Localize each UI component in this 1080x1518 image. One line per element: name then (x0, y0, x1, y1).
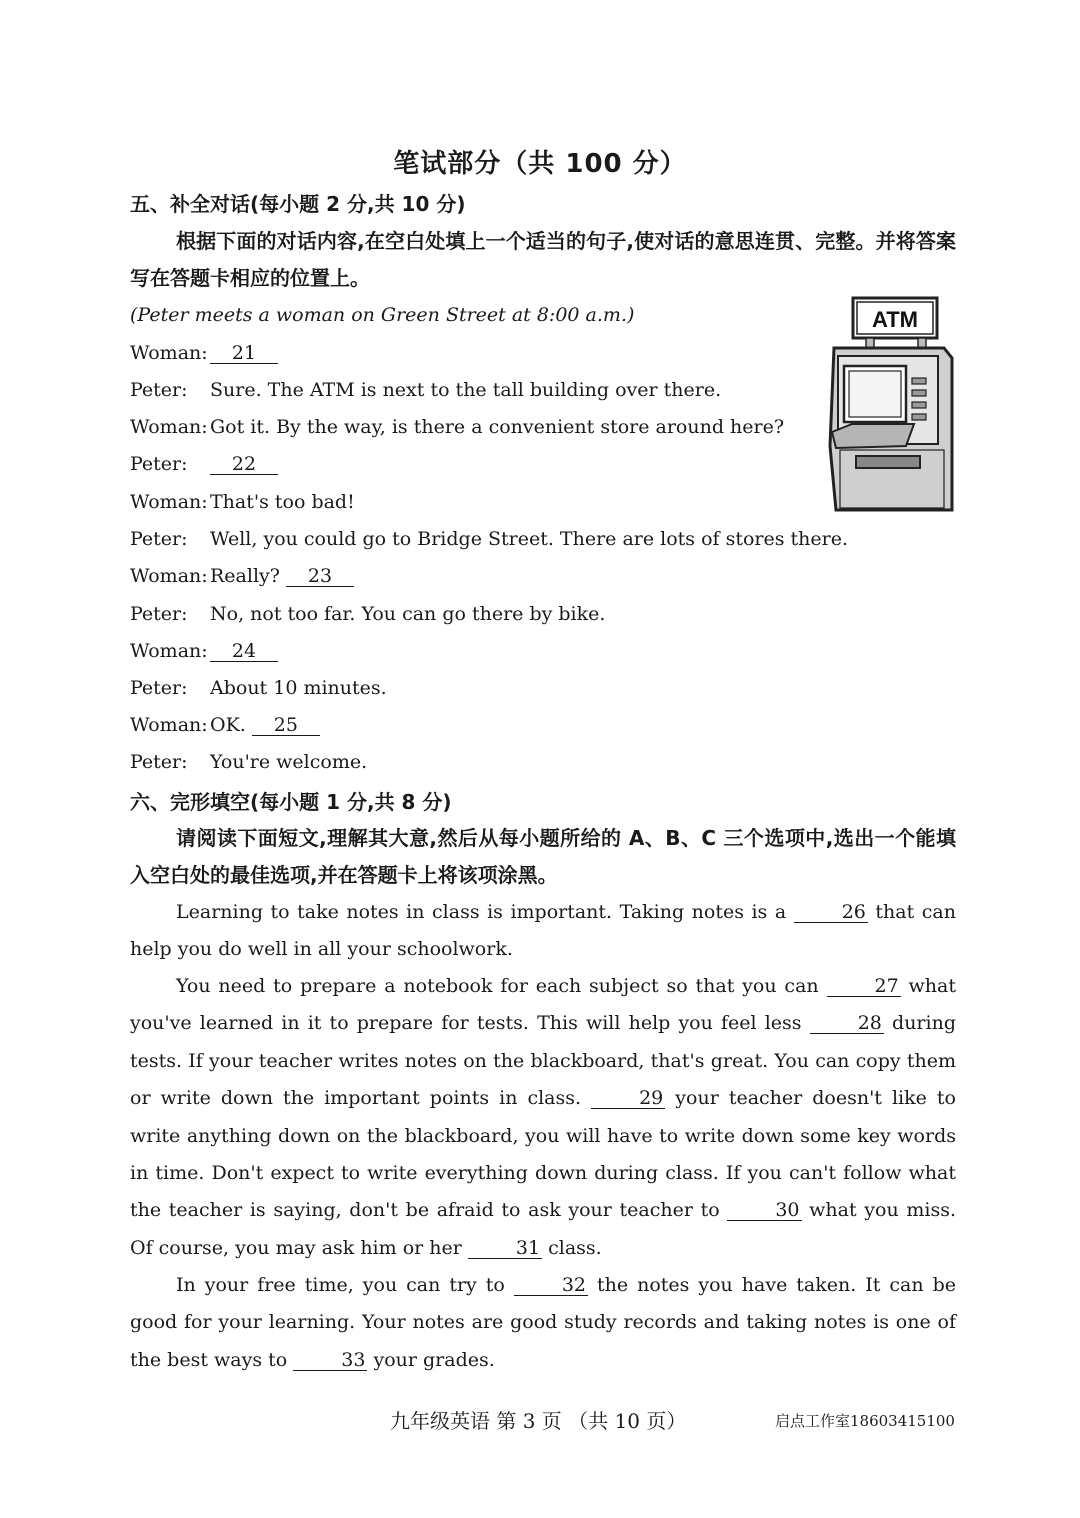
passage-text: You need to prepare a notebook for each subject so that you can (176, 975, 819, 997)
speaker: Peter: (130, 603, 188, 625)
blank-22[interactable]: 22 (210, 454, 278, 475)
atm-sign-text: ATM (871, 307, 919, 332)
speaker: Peter: (130, 677, 188, 699)
atm-illustration (826, 296, 956, 516)
dialogue-scene: (Peter meets a woman on Green Street at 8:00 a.m.) (130, 304, 635, 326)
dialogue-line (130, 484, 355, 521)
speaker: Woman: (130, 342, 208, 364)
section6-instructions: 请阅读下面短文,理解其大意,然后从每小题所给的 A、B、C 三个选项中,选出一个能填入空白处的最佳选项,并在答题卡上将该项涂黑。 (130, 826, 956, 887)
dialogue-line (130, 521, 848, 558)
dialogue-line (130, 670, 387, 707)
passage-text: Learning to take notes in class is important. Taking notes is a (176, 901, 787, 923)
speaker: Peter: (130, 379, 188, 401)
blank-29[interactable]: 29 (591, 1088, 665, 1109)
speaker: Woman: (130, 640, 208, 662)
blank-28[interactable]: 28 (810, 1013, 884, 1034)
line-text: You're welcome. (210, 751, 368, 773)
passage-paragraph-3 (130, 1267, 956, 1379)
passage-text: what you miss. Of course, you may ask him or her (130, 1199, 956, 1259)
line-text: Well, you could go to Bridge Street. There are lots of stores there. (210, 528, 849, 550)
line-text: OK. (210, 714, 246, 736)
dialogue-line (130, 335, 278, 372)
passage-paragraph-2 (130, 968, 956, 1267)
line-text: Really? (210, 565, 280, 587)
passage-text: class. (548, 1236, 602, 1259)
page-title: 笔试部分（共 100 分） (393, 149, 687, 179)
dialogue-line (130, 707, 320, 744)
dialogue-line (130, 744, 367, 781)
speaker: Peter: (130, 751, 188, 773)
speaker: Woman: (130, 416, 208, 438)
blank-30[interactable]: 30 (727, 1200, 801, 1221)
passage-text: during tests. If your teacher writes notes on the blackboard, that's great. You can copy them or write down the important points in class. (130, 1012, 956, 1110)
line-text: Got it. By the way, is there a convenient store around here? (210, 416, 785, 438)
dialogue-line (130, 446, 278, 483)
speaker: Woman: (130, 491, 208, 513)
section6-heading: 六、完形填空(每小题 1 分,共 8 分) (130, 790, 452, 814)
blank-32[interactable]: 32 (514, 1275, 588, 1296)
speaker: Woman: (130, 565, 208, 587)
passage-text: that can help you do well in all your schoolwork. (130, 901, 956, 961)
line-text: That's too bad! (210, 491, 355, 513)
line-text: No, not too far. You can go there by bike. (210, 603, 606, 625)
dialogue-line (130, 558, 354, 595)
blank-25[interactable]: 25 (252, 715, 320, 736)
section5-heading: 五、补全对话(每小题 2 分,共 10 分) (130, 192, 466, 216)
passage-text: your teacher doesn't like to write anything down on the blackboard, you will have to write down some key words in time. Don't expect to write everything down during class. If you can't follow what the teacher is saying, don't be afraid to ask your teacher to (130, 1087, 956, 1222)
section5-instructions: 根据下面的对话内容,在空白处填上一个适当的句子,使对话的意思连贯、完整。并将答案写在答题卡相应的位置上。 (130, 229, 956, 290)
line-text: Sure. The ATM is next to the tall building over there. (210, 379, 722, 401)
blank-23[interactable]: 23 (286, 566, 354, 587)
blank-24[interactable]: 24 (210, 641, 278, 662)
dialogue-line (130, 596, 605, 633)
blank-21[interactable]: 21 (210, 343, 278, 364)
line-text: About 10 minutes. (210, 677, 387, 699)
speaker: Peter: (130, 453, 188, 475)
passage-text: what you've learned in it to prepare for tests. This will help you feel less (130, 975, 957, 1035)
dialogue-line (130, 409, 784, 446)
page-footer: 九年级英语 第 3 页 （共 10 页） (390, 1409, 687, 1433)
dialogue-line (130, 372, 721, 409)
dialogue-line (130, 633, 278, 670)
speaker: Woman: (130, 714, 208, 736)
studio-watermark: 启点工作室18603415100 (775, 1412, 955, 1430)
passage-text: the notes you have taken. It can be good for your learning. Your notes are good study records and taking notes is one of the best ways to (130, 1274, 956, 1371)
passage-paragraph-1 (130, 894, 956, 969)
passage-text: In your free time, you can try to (176, 1274, 505, 1296)
blank-27[interactable]: 27 (827, 976, 901, 997)
blank-31[interactable]: 31 (468, 1238, 542, 1259)
speaker: Peter: (130, 528, 188, 550)
passage-text: your grades. (373, 1348, 495, 1371)
blank-33[interactable]: 33 (293, 1350, 367, 1371)
blank-26[interactable]: 26 (794, 902, 868, 923)
